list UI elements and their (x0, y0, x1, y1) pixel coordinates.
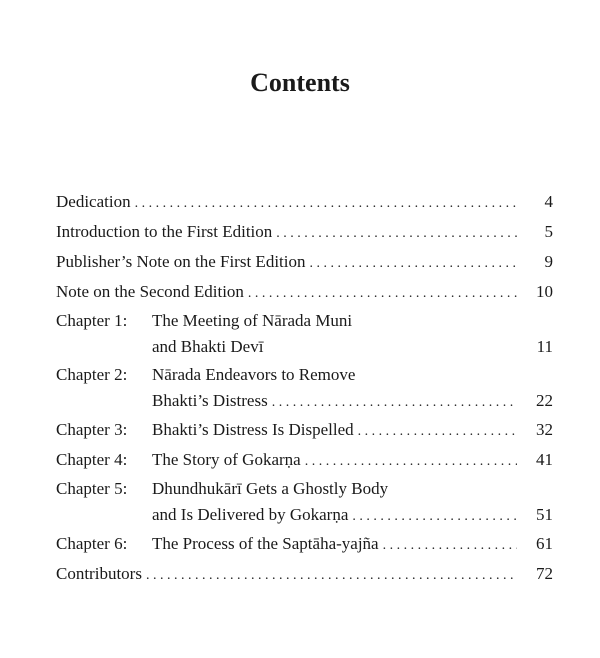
chapter-number: Chapter 6: (56, 534, 128, 553)
toc-chapter-1[interactable] (56, 308, 553, 362)
dot-leader (383, 532, 517, 560)
toc-entry-dedication[interactable] (56, 188, 553, 218)
toc-entry-label: Introduction to the First Edition (56, 222, 273, 241)
chapter-title-line1: Nārada Endeavors to Remove (152, 365, 356, 384)
chapter-number: Chapter 4: (56, 450, 128, 469)
dot-leader (248, 280, 517, 308)
toc-page-number: 51 (536, 505, 553, 524)
toc-entry-introduction[interactable] (56, 218, 553, 248)
dot-leader (352, 504, 517, 530)
toc-entry-label: Dedication (56, 192, 131, 211)
toc-page-number: 11 (536, 337, 553, 356)
dot-leader (272, 390, 517, 416)
chapter-title-line2: and Bhakti Devī (152, 337, 264, 356)
toc-chapter-2[interactable] (56, 362, 553, 416)
chapter-title-line1: The Process of the Saptāha-yajña (152, 534, 379, 553)
toc-entry-second-edition-note[interactable] (56, 278, 553, 308)
toc-chapter-5[interactable] (56, 476, 553, 530)
chapter-number: Chapter 2: (56, 365, 128, 384)
dot-leader (305, 448, 517, 476)
chapter-title-line1: The Meeting of Nārada Muni (152, 311, 353, 330)
chapter-title-line1: Bhakti’s Distress Is Dispelled (152, 420, 354, 439)
toc-entry-contributors[interactable] (56, 560, 553, 590)
dot-leader (146, 562, 517, 590)
toc-page-number: 61 (536, 534, 553, 553)
toc-entry-label: Contributors (56, 564, 142, 583)
toc-page-number: 72 (536, 564, 553, 583)
toc-page-number: 9 (544, 252, 553, 271)
toc-page-number: 4 (544, 192, 553, 211)
dot-leader (276, 220, 517, 248)
chapter-number: Chapter 5: (56, 479, 128, 498)
toc-page-number: 10 (536, 282, 553, 301)
toc-page-number: 22 (536, 391, 553, 410)
toc-chapter-3[interactable] (56, 416, 553, 446)
dot-leader (310, 250, 518, 278)
page-title: Contents (250, 68, 350, 97)
chapter-title-line1: The Story of Gokarṇa (152, 450, 301, 469)
toc-page-number: 41 (536, 450, 553, 469)
chapter-title-line2: Bhakti’s Distress (152, 391, 268, 410)
chapter-number: Chapter 1: (56, 311, 128, 330)
dot-leader (135, 190, 517, 218)
toc-entry-label: Publisher’s Note on the First Edition (56, 252, 306, 271)
chapter-title-line2: and Is Delivered by Gokarṇa (152, 505, 349, 524)
chapter-title-line1: Dhundhukārī Gets a Ghostly Body (152, 479, 389, 498)
toc-chapter-6[interactable] (56, 530, 553, 560)
dot-leader (358, 418, 517, 446)
toc-chapter-4[interactable] (56, 446, 553, 476)
toc-entry-label: Note on the Second Edition (56, 282, 244, 301)
toc-page-number: 5 (544, 222, 553, 241)
toc-entry-publishers-note[interactable] (56, 248, 553, 278)
table-of-contents (56, 188, 553, 590)
toc-page-number: 32 (536, 420, 553, 439)
chapter-number: Chapter 3: (56, 420, 128, 439)
